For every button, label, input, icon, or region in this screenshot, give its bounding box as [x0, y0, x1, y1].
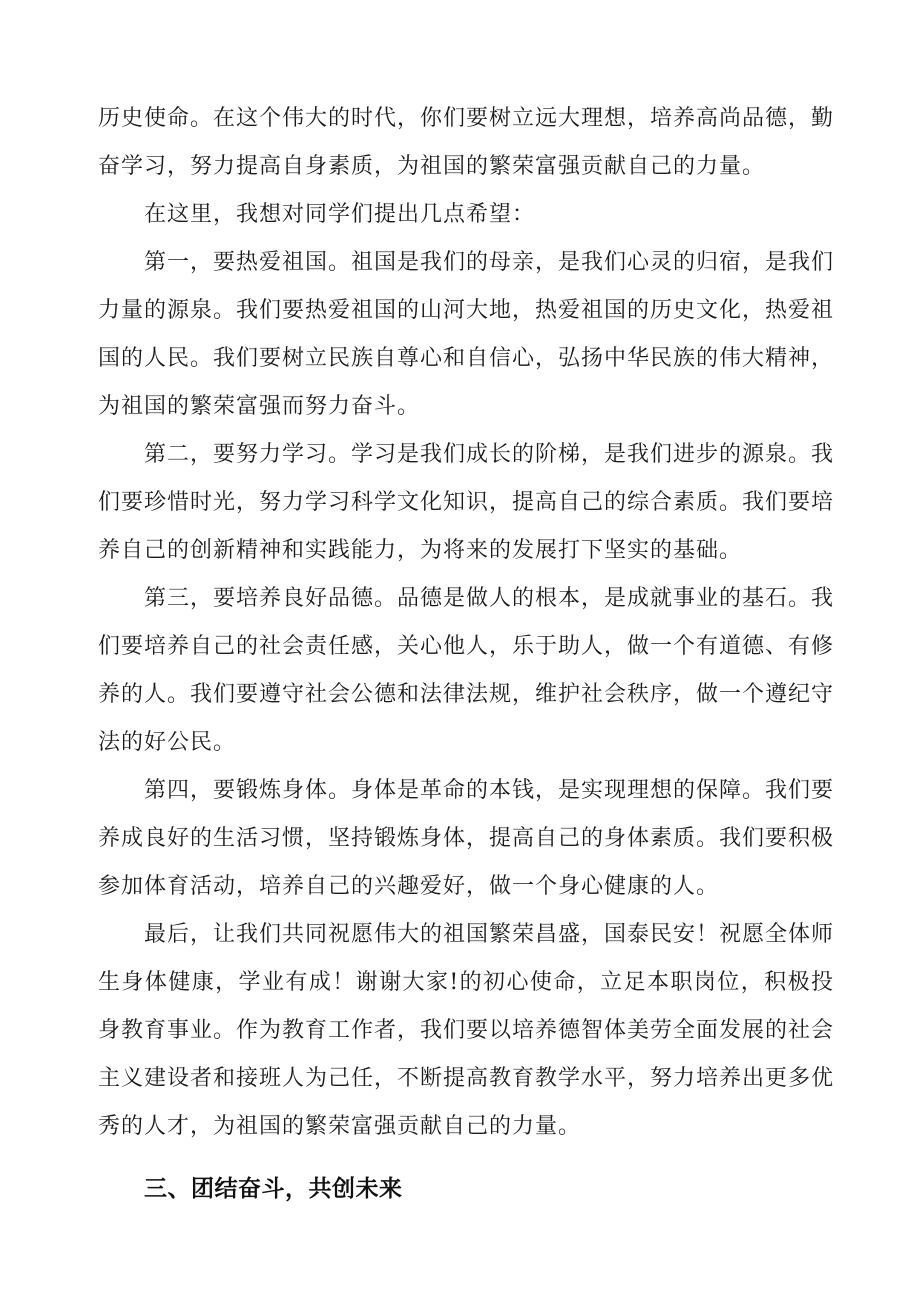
paragraph-good-morals: 第三，要培养良好品德。品德是做人的根本，是成就事业的基石。我们要培养自己的社会责任感，关心他人，乐于助人，做一个有道德、有修养的人。我们要遵守社会公德和法律法规，维护社会秩序，做一个遵纪守法的好公民。 [98, 586, 835, 755]
document-page [98, 95, 834, 1213]
paragraph-love-motherland: 第一，要热爱祖国。祖国是我们的母亲，是我们心灵的归宿，是我们力量的源泉。我们要热爱祖国的山河大地，热爱祖国的历史文化，热爱祖国的人民。我们要树立民族自尊心和自信心，弘扬中华民族的伟大精神，为祖国的繁荣富强而努力奋斗。 [98, 250, 835, 419]
paragraph-exercise: 第四，要锻炼身体。身体是革命的本钱，是实现理想的保障。我们要养成良好的生活习惯，坚持锻炼身体，提高自己的身体素质。我们要积极参加体育活动，培养自己的兴趣爱好，做一个身心健康的人。 [98, 778, 835, 899]
paragraph-continued-mission: 历史使命。在这个伟大的时代，你们要树立远大理想，培养高尚品德，勤奋学习，努力提高自身素质，为祖国的繁荣富强贡献自己的力量。 [98, 106, 835, 179]
paragraph-hopes-intro: 在这里，我想对同学们提出几点希望： [144, 202, 536, 227]
section-heading: 三、团结奋斗，共创未来 [144, 1176, 403, 1202]
paragraph-study-hard: 第二，要努力学习。学习是我们成长的阶梯，是我们进步的源泉。我们要珍惜时光，努力学习科学文化知识，提高自己的综合素质。我们要培养自己的创新精神和实践能力，为将来的发展打下坚实的基础。 [98, 442, 835, 563]
paragraph-closing-wishes: 最后，让我们共同祝愿伟大的祖国繁荣昌盛，国泰民安！祝愿全体师生身体健康，学业有成！谢谢大家!的初心使命，立足本职岗位，积极投身教育事业。作为教育工作者，我们要以培养德智体美劳全面发展的社会主义建设者和接班人为己任，不断提高教育教学水平，努力培养出更多优秀的人才，为祖国的繁荣富强贡献自己的力量。 [98, 922, 835, 1139]
